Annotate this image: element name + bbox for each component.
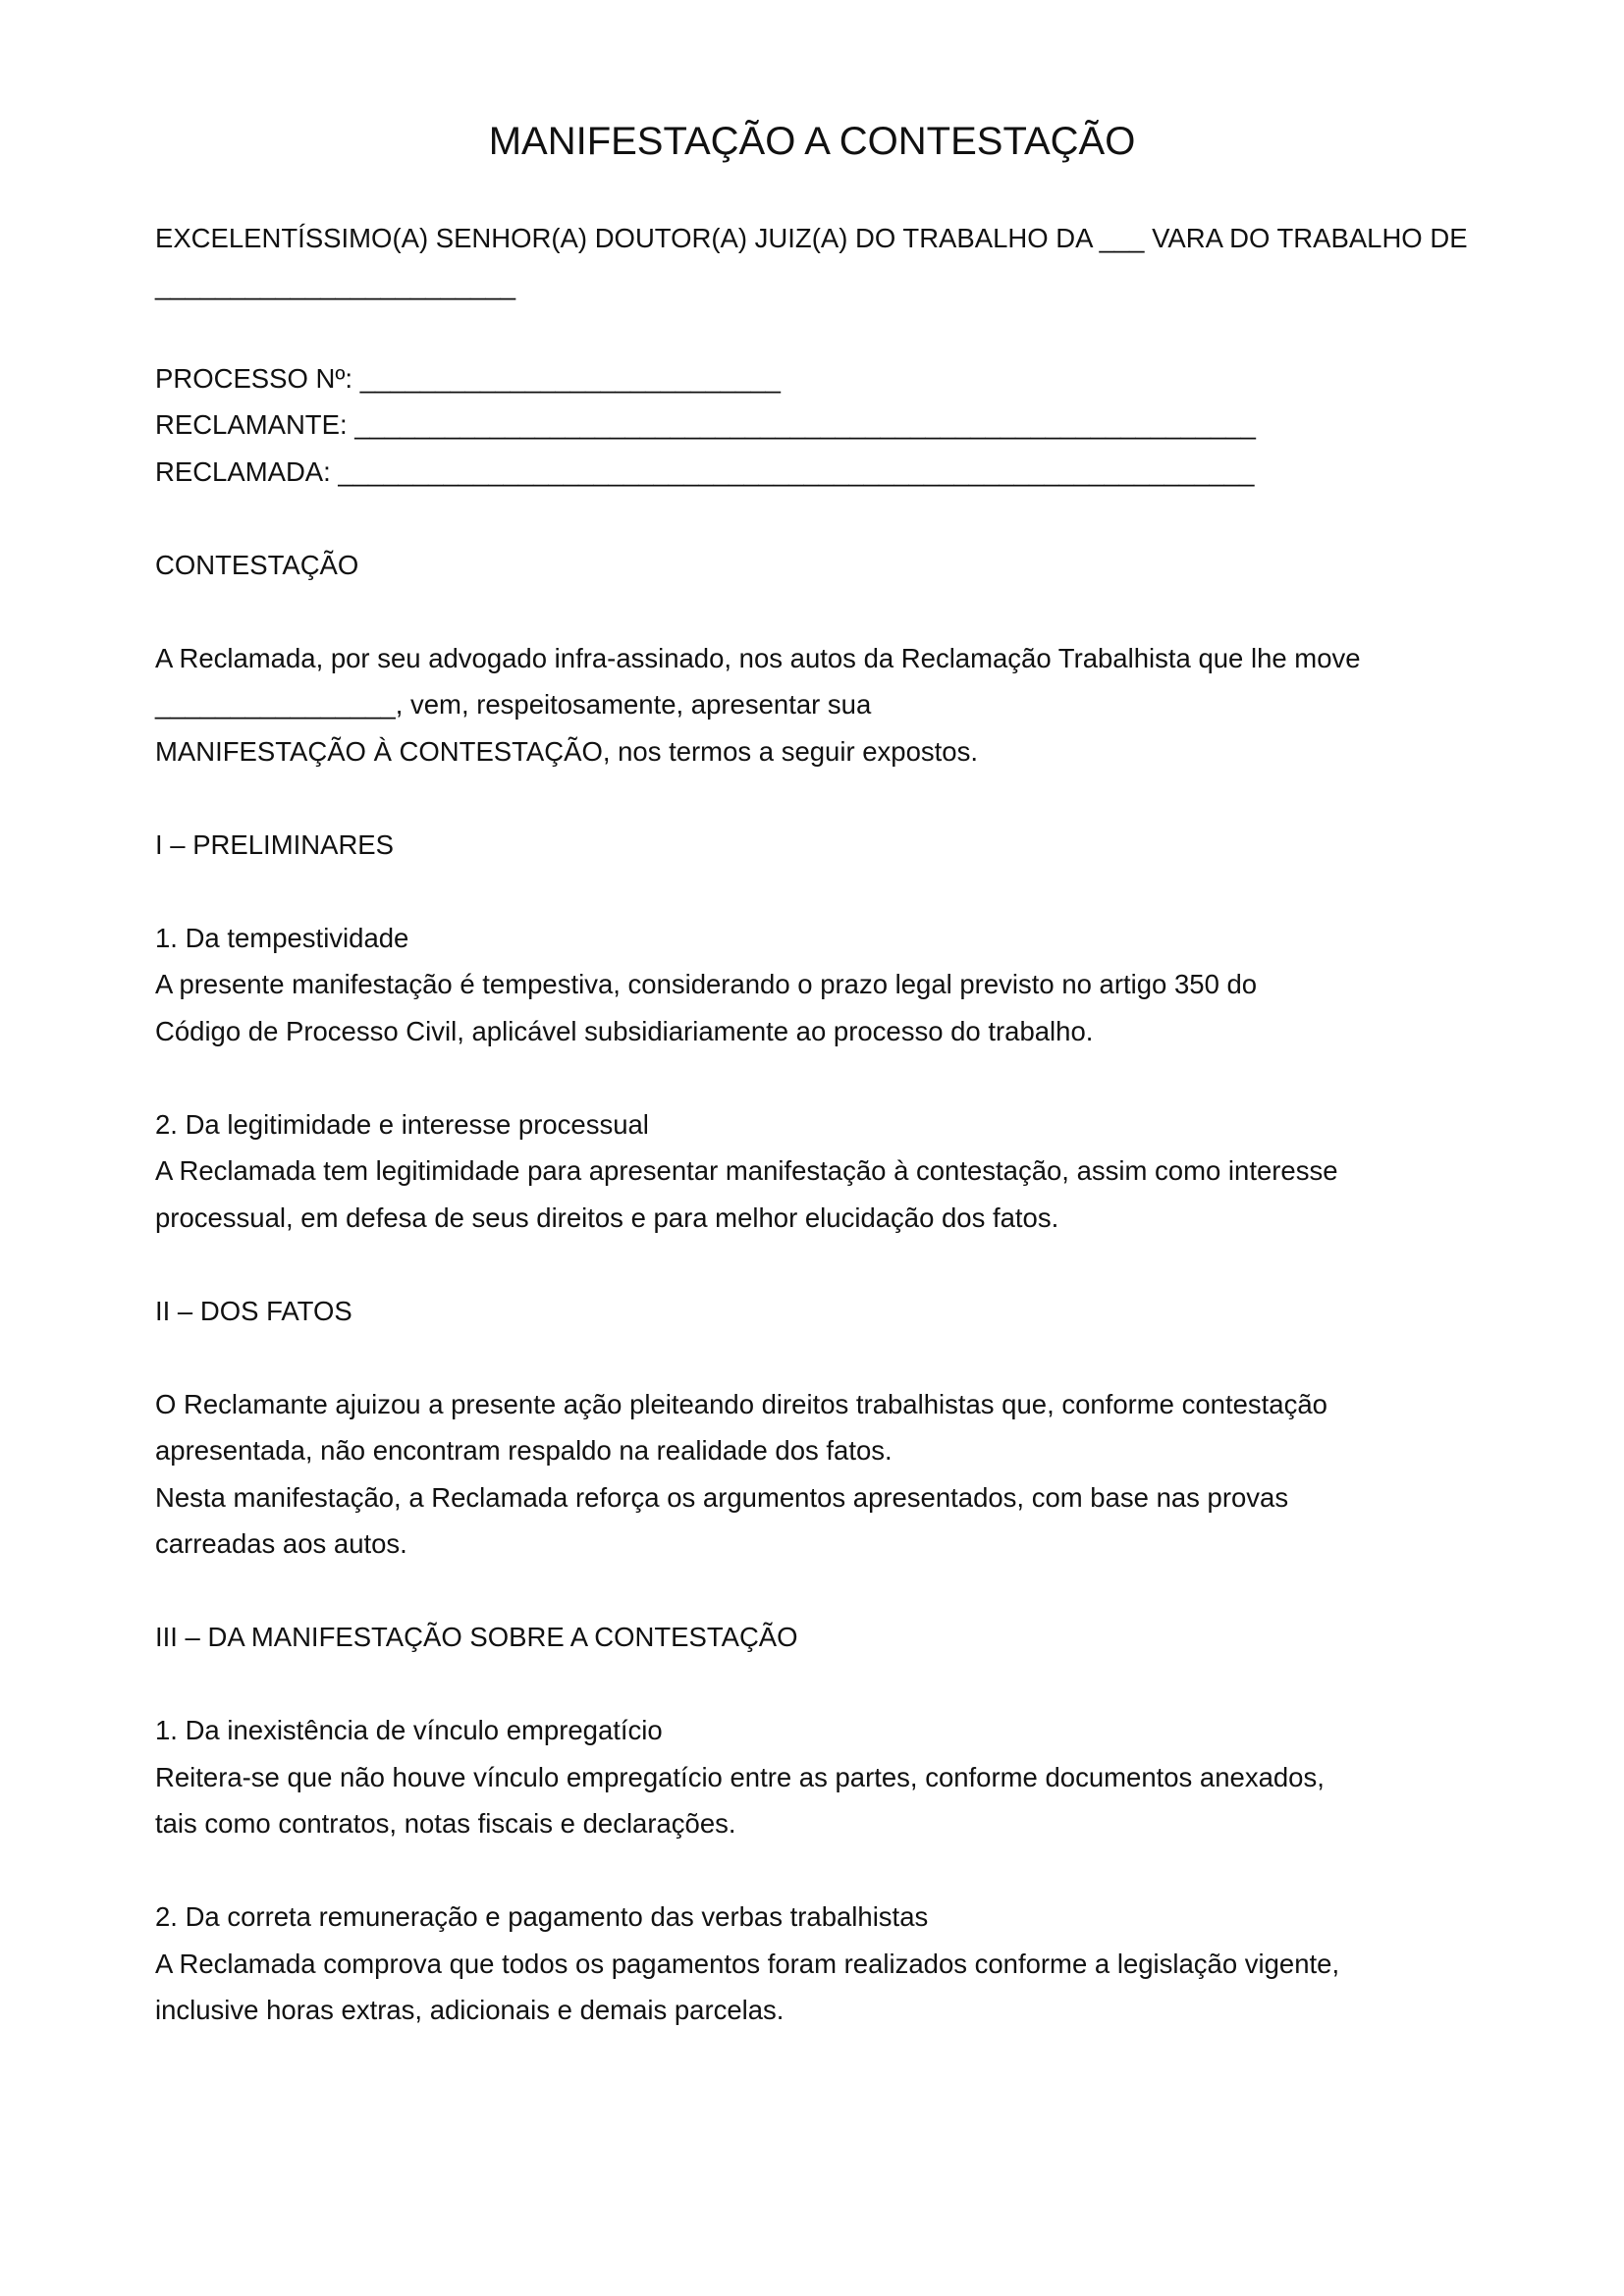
legitimidade-text-line: A Reclamada tem legitimidade para apresentar manifestação à contestação, assim como interesse xyxy=(155,1155,1338,1186)
legitimidade-heading: 2. Da legitimidade e interesse processual xyxy=(155,1108,649,1140)
processo-field: PROCESSO Nº: ____________________________ xyxy=(155,362,781,394)
fatos-text-line: apresentada, não encontram respaldo na realidade dos fatos. xyxy=(155,1435,893,1466)
intro-paragraph-line: ________________, vem, respeitosamente, apresentar sua xyxy=(155,689,872,720)
intro-paragraph-line: A Reclamada, por seu advogado infra-assinado, nos autos da Reclamação Trabalhista que lhe move xyxy=(155,642,1361,673)
tempestividade-heading: 1. Da tempestividade xyxy=(155,922,409,953)
tempestividade-text-line: Código de Processo Civil, aplicável subsidiariamente ao processo do trabalho. xyxy=(155,1015,1094,1046)
fatos-text-line: Nesta manifestação, a Reclamada reforça os argumentos apresentados, com base nas provas xyxy=(155,1481,1289,1513)
remuneracao-heading: 2. Da correta remuneração e pagamento das verbas trabalhistas xyxy=(155,1901,929,1932)
remuneracao-text-line: inclusive horas extras, adicionais e demais parcelas. xyxy=(155,1995,785,2025)
addressee-line: EXCELENTÍSSIMO(A) SENHOR(A) DOUTOR(A) JUIZ(A) DO TRABALHO DA ___ VARA DO TRABALHO DE xyxy=(155,223,1468,253)
section-preliminares-heading: I – PRELIMINARES xyxy=(155,828,394,860)
section-manifestacao-heading: III – DA MANIFESTAÇÃO SOBRE A CONTESTAÇÃO xyxy=(155,1622,798,1652)
vinculo-heading: 1. Da inexistência de vínculo empregatício xyxy=(155,1715,663,1745)
reclamante-field: RECLAMANTE: ____________________________________________________________ xyxy=(155,409,1256,440)
legitimidade-text-line: processual, em defesa de seus direitos e para melhor elucidação dos fatos. xyxy=(155,1201,1059,1233)
document-body xyxy=(155,215,1549,2034)
remuneracao-text-line: A Reclamada comprova que todos os pagamentos foram realizados conforme a legislação vigente, xyxy=(155,1948,1340,1979)
intro-paragraph-line: MANIFESTAÇÃO À CONTESTAÇÃO, nos termos a seguir expostos. xyxy=(155,735,978,767)
document-title: MANIFESTAÇÃO A CONTESTAÇÃO xyxy=(488,120,1136,163)
fatos-text-line: O Reclamante ajuizou a presente ação pleiteando direitos trabalhistas que, conforme contestação xyxy=(155,1388,1327,1419)
addressee-blank-line: ________________________ xyxy=(155,269,516,300)
section-fatos-heading: II – DOS FATOS xyxy=(155,1295,352,1326)
fatos-text-line: carreadas aos autos. xyxy=(155,1528,407,1559)
section-contestacao-heading: CONTESTAÇÃO xyxy=(155,549,359,580)
tempestividade-text-line: A presente manifestação é tempestiva, considerando o prazo legal previsto no artigo 350 do xyxy=(155,969,1258,999)
vinculo-text-line: Reitera-se que não houve vínculo empregatício entre as partes, conforme documentos anexados, xyxy=(155,1761,1325,1792)
reclamada-field: RECLAMADA: _____________________________________________________________ xyxy=(155,455,1255,487)
vinculo-text-line: tais como contratos, notas fiscais e declarações. xyxy=(155,1808,736,1839)
